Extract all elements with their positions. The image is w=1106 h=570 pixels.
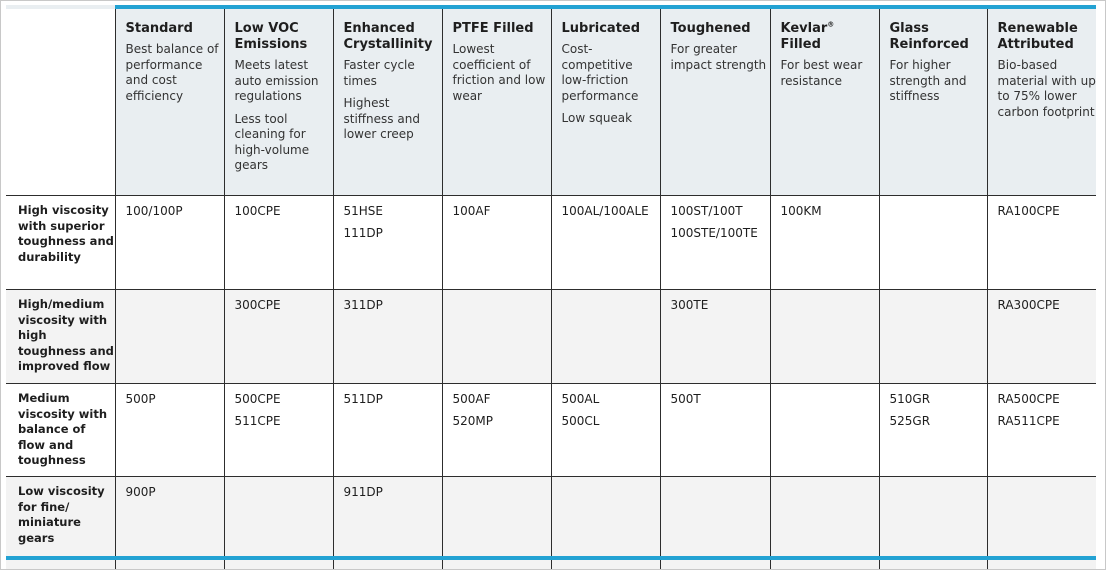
grade-value: 500P <box>125 392 156 406</box>
column-header <box>660 9 770 196</box>
grade-value: 500AL <box>561 392 600 406</box>
grade-value: 100KM <box>780 204 822 218</box>
table-cell <box>660 196 770 290</box>
table-cell <box>987 477 1096 569</box>
grade-value: 510GR <box>889 392 931 406</box>
table-cell <box>115 290 224 384</box>
grade-value: 900P <box>125 485 156 499</box>
table-cell <box>660 290 770 384</box>
table-cell <box>987 290 1096 384</box>
column-description: Lowest coefficient of friction and low wear <box>452 42 546 103</box>
table-cell <box>442 384 551 477</box>
grade-value: 911DP <box>343 485 383 499</box>
grade-value: 500T <box>670 392 701 406</box>
column-description: Meets latest auto emission regulations <box>234 58 319 103</box>
grade-value: 100AF <box>452 204 491 218</box>
table-cell <box>224 196 333 290</box>
row-label: High viscosity with superior toughness and durability <box>6 196 115 290</box>
table-cell <box>879 477 987 569</box>
grade-value: 500CPE <box>234 392 281 406</box>
column-description: For best wear resistance <box>780 58 863 88</box>
column-header <box>879 9 987 196</box>
table-cell <box>879 384 987 477</box>
table-cell <box>115 384 224 477</box>
grade-value: 100AL/100ALE <box>561 204 649 218</box>
table-cell <box>442 196 551 290</box>
grade-value: 520MP <box>452 414 493 428</box>
column-title: Kevlar® Filled <box>780 20 835 52</box>
column-description: Best balance of performance and cost efficiency <box>125 42 219 103</box>
table-cell <box>333 196 442 290</box>
column-title: Toughened <box>670 21 751 36</box>
grade-value: 100CPE <box>234 204 281 218</box>
table-cell <box>551 290 660 384</box>
column-description: Cost-competitive low-friction performance <box>561 42 639 103</box>
column-header <box>770 9 879 196</box>
grade-value: 100STE/100TE <box>670 226 758 240</box>
table-cell <box>879 290 987 384</box>
table-cell <box>333 477 442 569</box>
column-description-extra: Less tool cleaning for high-volume gears <box>234 111 310 172</box>
table-row <box>6 290 1096 384</box>
table-cell <box>551 477 660 569</box>
column-title: Standard <box>125 21 193 36</box>
table-cell <box>660 477 770 569</box>
table-cell <box>115 196 224 290</box>
table-row <box>6 384 1096 477</box>
grade-value: RA100CPE <box>997 204 1060 218</box>
table-cell <box>333 384 442 477</box>
table-cell <box>442 477 551 569</box>
column-title: PTFE Filled <box>452 21 534 36</box>
column-header <box>333 9 442 196</box>
table-cell <box>115 477 224 569</box>
row-label: High/medium viscosity with high toughness and improved flow <box>6 290 115 384</box>
grade-value: RA500CPE <box>997 392 1060 406</box>
grade-value: 500CL <box>561 414 600 428</box>
column-header <box>224 9 333 196</box>
column-description-extra: Low squeak <box>561 111 633 125</box>
grade-value: 311DP <box>343 298 383 312</box>
column-title: Renewable Attributed <box>997 21 1078 52</box>
grade-value: 100/100P <box>125 204 183 218</box>
column-description: Bio-based material with up to 75% lower carbon footprint <box>997 58 1096 119</box>
table-cell <box>660 384 770 477</box>
grade-value: 300CPE <box>234 298 281 312</box>
corner-cell <box>6 9 115 196</box>
grade-value: 525GR <box>889 414 931 428</box>
table-cell <box>770 196 879 290</box>
bottom-bar <box>6 556 1096 560</box>
table-row <box>6 196 1096 290</box>
grade-value: 500AF <box>452 392 491 406</box>
table-body <box>6 196 1096 569</box>
table-cell <box>770 290 879 384</box>
table-cell <box>333 290 442 384</box>
column-title: Enhanced Crystallinity <box>343 21 433 52</box>
table-cell <box>987 384 1096 477</box>
column-header <box>987 9 1096 196</box>
table-cell <box>551 384 660 477</box>
table-cell <box>551 196 660 290</box>
table-cell <box>224 477 333 569</box>
column-description: For higher strength and stiffness <box>889 58 967 103</box>
column-header <box>442 9 551 196</box>
row-label: Medium viscosity with balance of flow and toughness <box>6 384 115 477</box>
table-cell <box>770 477 879 569</box>
grade-value: 300TE <box>670 298 709 312</box>
table-cell <box>879 196 987 290</box>
column-title: Glass Reinforced <box>889 21 969 52</box>
grade-value: 511DP <box>343 392 383 406</box>
registered-mark: ® <box>827 20 835 29</box>
table-cell <box>770 384 879 477</box>
table-cell <box>224 290 333 384</box>
column-title: Lubricated <box>561 21 641 36</box>
table-cell <box>987 196 1096 290</box>
table-cell <box>224 384 333 477</box>
column-title: Low VOC Emissions <box>234 21 308 52</box>
table-row <box>6 477 1096 569</box>
row-label: Low viscosity for fine/ miniature gears <box>6 477 115 569</box>
grade-value: 511CPE <box>234 414 281 428</box>
header-row <box>6 9 1096 196</box>
grade-value: 51HSE <box>343 204 383 218</box>
grade-value: RA511CPE <box>997 414 1060 428</box>
column-description: Faster cycle times <box>343 58 415 88</box>
product-grade-table <box>6 5 1096 569</box>
grade-value: 111DP <box>343 226 383 240</box>
column-description-extra: Highest stiffness and lower creep <box>343 96 420 141</box>
column-description: For greater impact strength <box>670 42 767 72</box>
table-cell <box>442 290 551 384</box>
column-header <box>551 9 660 196</box>
grade-value: RA300CPE <box>997 298 1060 312</box>
column-header <box>115 9 224 196</box>
grade-value: 100ST/100T <box>670 204 743 218</box>
